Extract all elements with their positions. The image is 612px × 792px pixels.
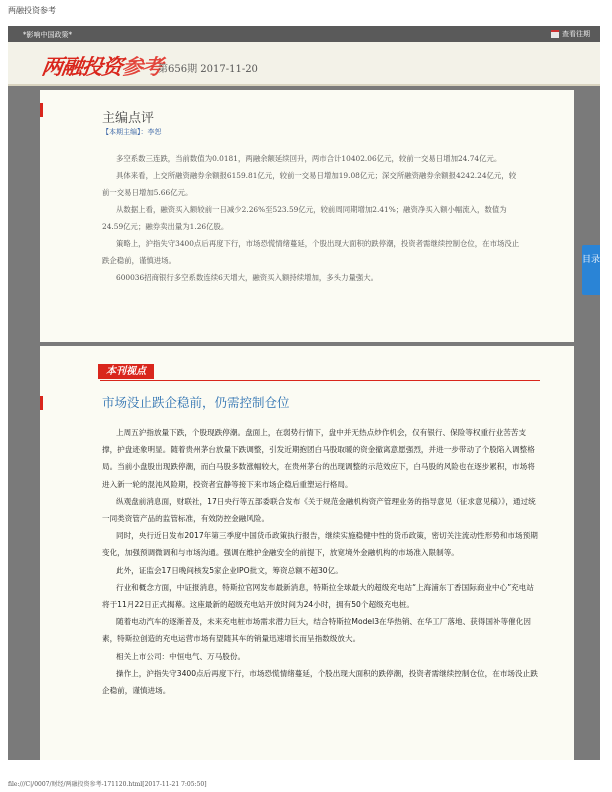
paragraph: 策略上，沪指失守3400点后再度下行，市场恐慌情绪蔓延，个股出现大面积的跌停潮，投资者需继续控制仓位，在市场没止跌企稳前，谨慎进场。 (102, 239, 520, 265)
paragraph: 此外，证监会17日晚间核发5家企业IPO批文，筹资总额不超30亿。 (116, 565, 343, 575)
section-title: 主编点评 (102, 111, 155, 126)
past-issues-label: 查看往期 (562, 30, 590, 38)
slogan: *影响中国政策* (23, 31, 72, 39)
issue-info: 第656期 2017-11-20 (158, 64, 258, 75)
section-marker (40, 396, 43, 410)
paragraph: 纵观盘前消息面，财联社，17日央行等五部委联合发布《关于规范金融机构资产管理业务的指导意见（征求意见稿）》，通过统一同类资管产品的监管标准，有效防控金融风险。 (102, 496, 536, 524)
top-bar (8, 26, 600, 42)
editor-name: 【本期主编】：李恕 (102, 128, 162, 136)
paragraph: 多空系数三连跌，当前数值为0.0181，两融余额延续回升，两市合计10402.06亿元，较前一交易日增加24.74亿元。 (116, 154, 502, 163)
paragraph: 从数据上看，融资买入额较前一日减少2.26%至523.59亿元，较前周同期增加2.41%；融资净买入额小幅流入，数值为24.59亿元；融券卖出量为1.26亿股。 (102, 205, 507, 231)
paragraph: 行业和概念方面，中证报消息，特斯拉官网发布最新消息，特斯拉全球最大的超级充电站“上海浦东丁香国际商业中心”充电站将于11月22日正式揭幕。这座最新的超级充电站开放时间为24小时，拥有50个超级充电桩。 (102, 582, 534, 610)
logo: 两融投资参考 (40, 55, 164, 79)
paragraph: 随着电动汽车的逐渐普及，未来充电桩市场需求潜力巨大，结合特斯拉Model3在华热销、在华工厂落地、获得国补等催化因素，特斯拉创造的充电运营市场有望随其车的销量迅速增长而呈指数级放大。 (102, 617, 531, 644)
viewpoint-card (40, 346, 574, 760)
toc-tab[interactable]: 目录 (582, 245, 600, 295)
calendar-icon (551, 30, 559, 38)
paragraph: 上周五沪指放量下跌，个股现跌停潮。盘面上，在弱势行情下，盘中并无热点炒作机会，仅有银行、保险等权重行业苦苦支撑，护盘迹象明显。随着贵州茅台放量下跌调整，引发近期抱团白马股取暖的资金撤离意愿强烈，并进一步带动了个股陷入调整格局。当前小盘股出现跌停潮，而白马股多数涨幅较大，在贵州茅台的出现调整的示范效应下，白马股的风险也在逐步累积，市场将进入新一轮的混沌风险期，投资者宜静等接下来市场企稳后重塑运行格局。 (102, 428, 535, 489)
paragraph: 具体来看，上交所融资融券余额报6159.81亿元，较前一交易日增加19.08亿元；深交所融资融券余额报4242.24亿元，较前一交易日增加5.66亿元。 (102, 171, 517, 197)
review-text (102, 150, 522, 286)
newsletter-frame (8, 26, 600, 760)
past-issues-link[interactable] (551, 29, 590, 39)
viewpoint-tag: 本刊视点 (98, 364, 154, 379)
divider (100, 380, 540, 381)
editor-review-card (40, 90, 574, 342)
paragraph: 相关上市公司：中恒电气、万马股份。 (116, 651, 246, 661)
masthead (8, 42, 600, 86)
file-path-footer: file:///C|/0007/财经/两融投资参考-171120.html[2017-11-21 7:05:50] (8, 781, 207, 788)
page-title: 两融投资参考 (8, 6, 56, 15)
section-marker (40, 103, 43, 117)
article-body (102, 424, 539, 699)
paragraph: 同时，央行近日发布2017年第三季度中国货币政策执行报告，继续实施稳健中性的货币政策，密切关注流动性形势和市场预期变化，加强预调微调和与市场沟通。强调在维护金融安全的前提下，放宽境外金融机构的市场准入限制等。 (102, 531, 538, 558)
paragraph: 600036招商银行多空系数连续6天增大，融资买入额持续增加，多头力量强大。 (116, 273, 379, 282)
paragraph: 操作上，沪指失守3400点后再度下行，市场恐慌情绪蔓延，个股出现大面积的跌停潮，投资者需继续控制仓位，在市场没止跌企稳前，谨慎进场。 (102, 668, 538, 696)
article-title: 市场没止跌企稳前，仍需控制仓位 (102, 395, 290, 410)
